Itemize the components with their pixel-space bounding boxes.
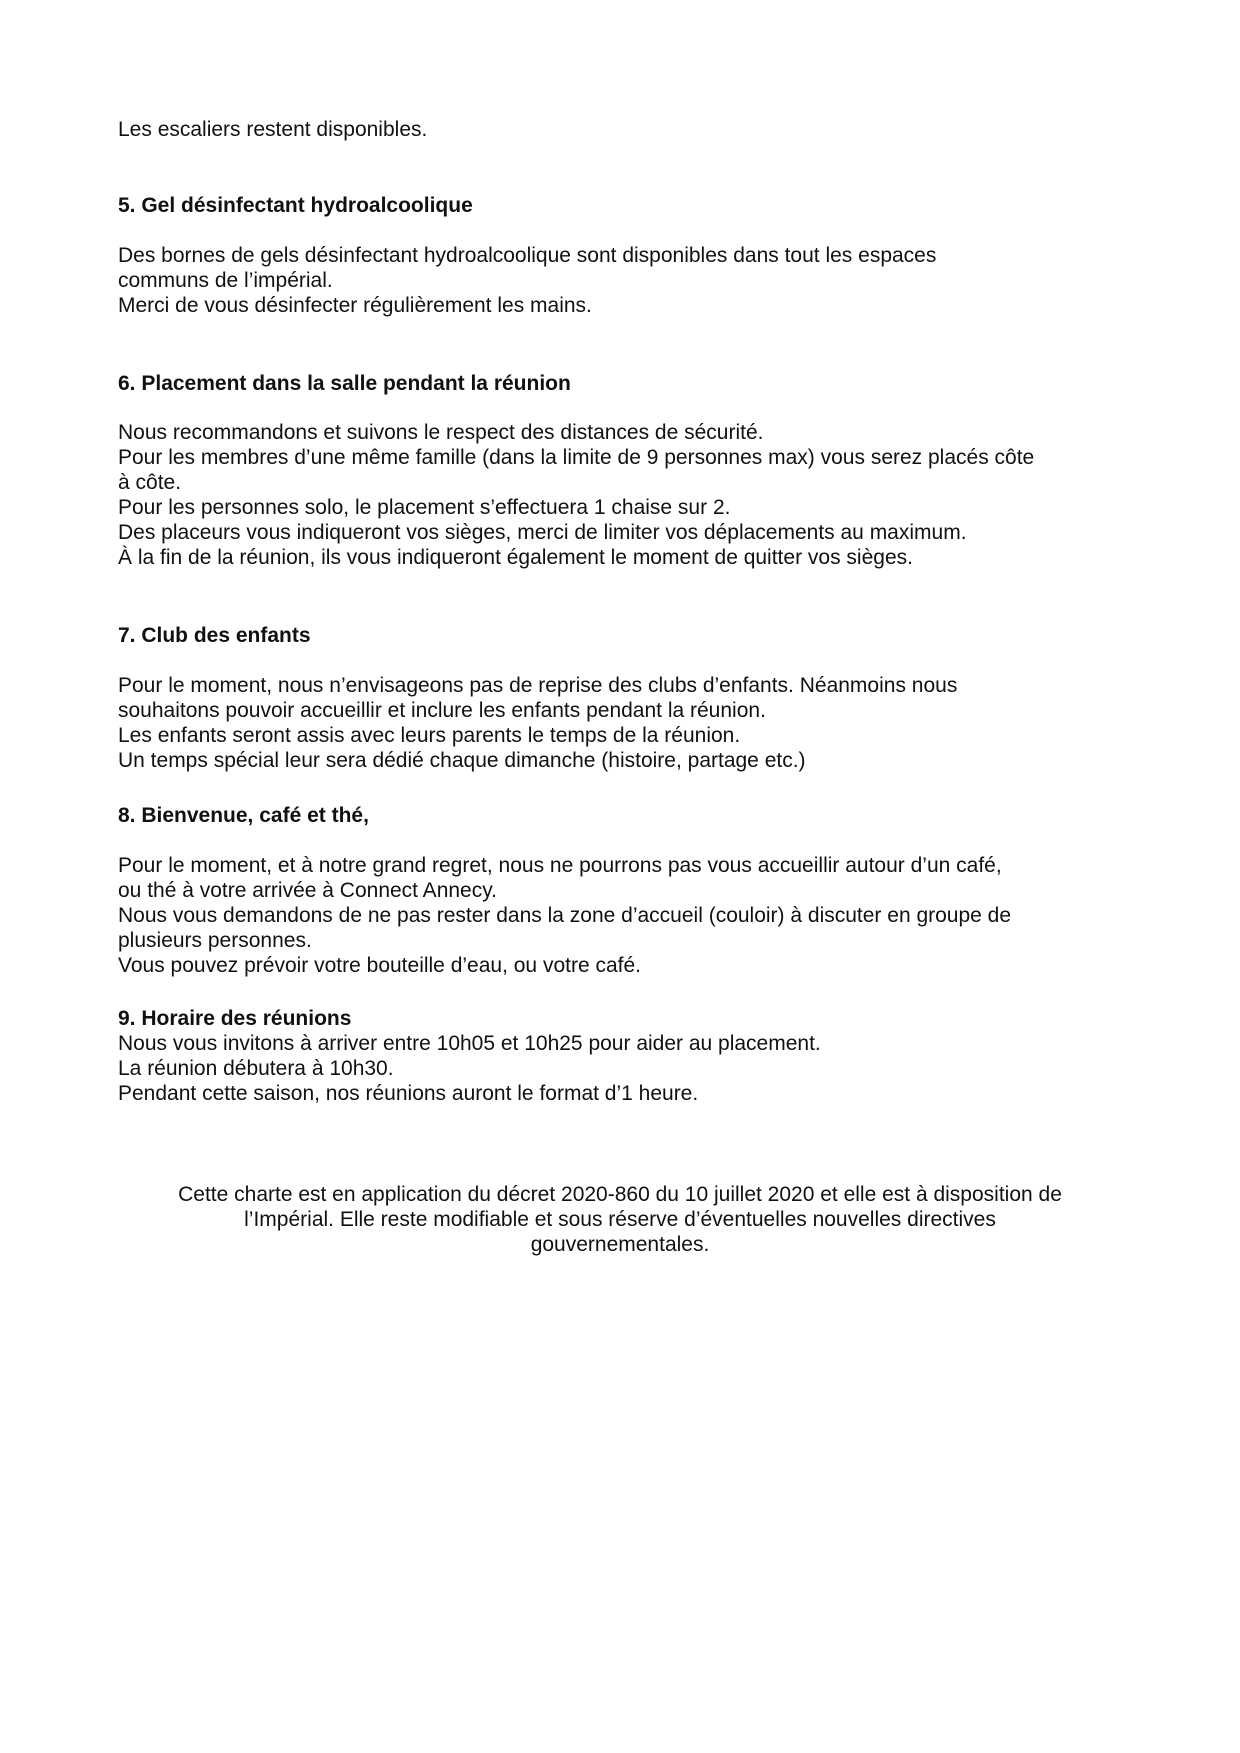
section-heading: 7. Club des enfants [118, 624, 311, 647]
section-heading: 5. Gel désinfectant hydroalcoolique [118, 194, 473, 217]
paragraph-line: La réunion débutera à 10h30. [118, 1057, 394, 1080]
paragraph-line: Nous recommandons et suivons le respect des distances de sécurité. [118, 421, 764, 444]
footer-line: Cette charte est en application du décret 2020-860 du 10 juillet 2020 et elle est à disposition de [178, 1183, 1062, 1206]
paragraph-line: Les enfants seront assis avec leurs parents le temps de la réunion. [118, 724, 741, 747]
paragraph-line: ou thé à votre arrivée à Connect Annecy. [118, 879, 498, 902]
paragraph-line: Vous pouvez prévoir votre bouteille d’eau, ou votre café. [118, 954, 641, 977]
paragraph-line: Pour les personnes solo, le placement s’effectuera 1 chaise sur 2. [118, 496, 731, 519]
paragraph-line: À la fin de la réunion, ils vous indiqueront également le moment de quitter vos sièges. [118, 546, 913, 569]
paragraph-line: communs de l’impérial. [118, 269, 333, 292]
paragraph-line: Pour le moment, nous n’envisageons pas de reprise des clubs d’enfants. Néanmoins nous [118, 674, 958, 697]
paragraph-line: Nous vous demandons de ne pas rester dans la zone d’accueil (couloir) à discuter en groupe de [118, 904, 1012, 927]
section-heading: 8. Bienvenue, café et thé, [118, 804, 369, 827]
footer-line: l’Impérial. Elle reste modifiable et sous réserve d’éventuelles nouvelles directives [244, 1208, 996, 1231]
section-heading: 6. Placement dans la salle pendant la réunion [118, 372, 571, 395]
paragraph-line: Pendant cette saison, nos réunions auront le format d’1 heure. [118, 1082, 699, 1105]
footer-line: gouvernementales. [530, 1233, 710, 1256]
intro-line: Les escaliers restent disponibles. [118, 118, 428, 141]
paragraph-line: Des placeurs vous indiqueront vos sièges, merci de limiter vos déplacements au maximum. [118, 521, 967, 544]
paragraph-line: Nous vous invitons à arriver entre 10h05 et 10h25 pour aider au placement. [118, 1032, 821, 1055]
paragraph-line: Pour les membres d’une même famille (dans la limite de 9 personnes max) vous serez placés côte [118, 446, 1035, 469]
paragraph-line: Des bornes de gels désinfectant hydroalcoolique sont disponibles dans tout les espaces [118, 244, 937, 267]
paragraph-line: Merci de vous désinfecter régulièrement les mains. [118, 294, 592, 317]
paragraph-line: à côte. [118, 471, 182, 494]
paragraph-line: plusieurs personnes. [118, 929, 312, 952]
section-heading: 9. Horaire des réunions [118, 1007, 352, 1030]
paragraph-line: Pour le moment, et à notre grand regret, nous ne pourrons pas vous accueillir autour d’un café, [118, 854, 1002, 877]
paragraph-line: souhaitons pouvoir accueillir et inclure les enfants pendant la réunion. [118, 699, 766, 722]
paragraph-line: Un temps spécial leur sera dédié chaque dimanche (histoire, partage etc.) [118, 749, 806, 772]
